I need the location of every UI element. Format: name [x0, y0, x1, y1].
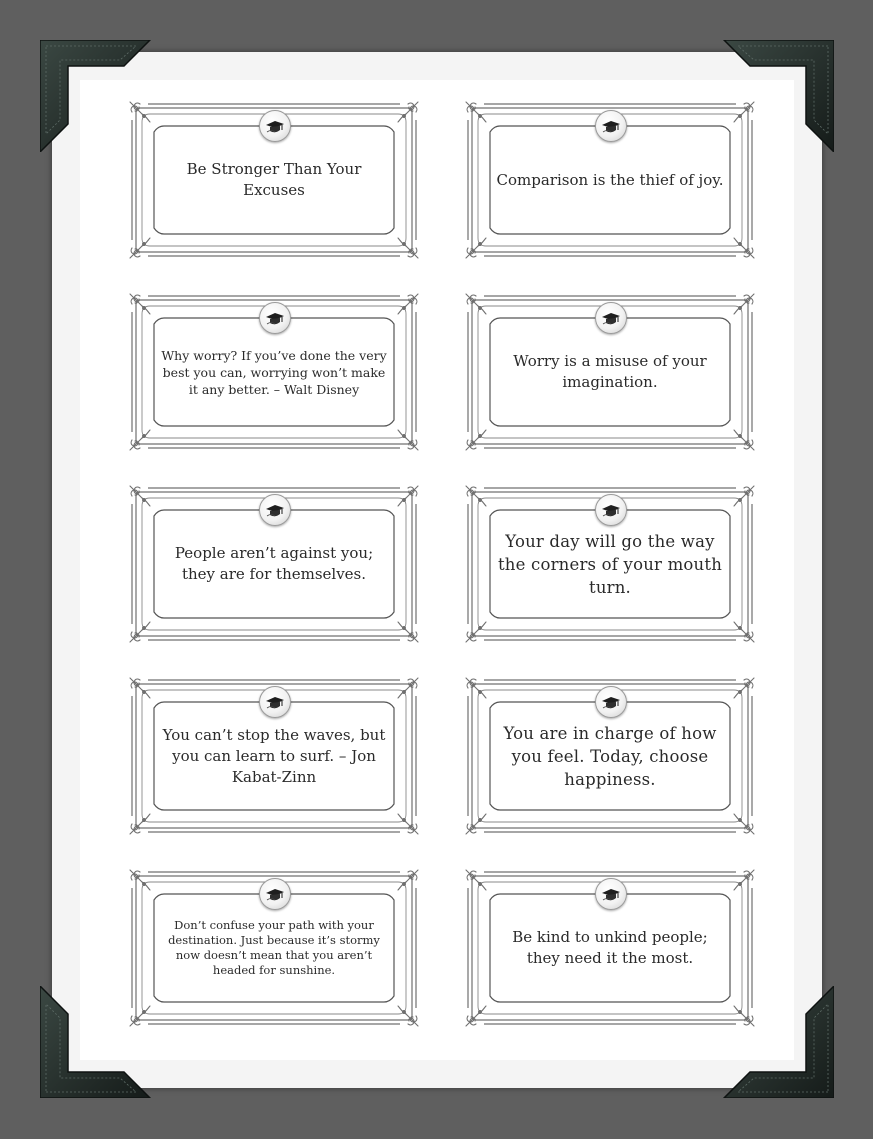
- quote-card: [464, 292, 756, 452]
- quote-card: [128, 868, 420, 1028]
- quote-text: Don’t confuse your path with your destination. Just because it’s stormy now doesn’t mean that you aren’t headed for sunshine.: [168, 918, 380, 977]
- quote-card: [128, 484, 420, 644]
- quote-card: [128, 100, 420, 260]
- quote-text: Why worry? If you’ve done the very best you can, worrying won’t make it any better. – Walt Disney: [161, 347, 387, 397]
- quote-card: [464, 100, 756, 260]
- quote-text: Be Stronger Than Your Excuses: [186, 160, 362, 199]
- quote-text: Be kind to unkind people; they need it the most.: [512, 928, 708, 967]
- quote-text: Worry is a misuse of your imagination.: [513, 352, 707, 391]
- quote-text: Comparison is the thief of joy.: [496, 170, 724, 189]
- quote-card: [464, 484, 756, 644]
- quote-card: [464, 676, 756, 836]
- quote-text: You can’t stop the waves, but you can learn to surf. – Jon Kabat-Zinn: [162, 725, 386, 786]
- quote-text: People aren’t against you; they are for themselves.: [174, 544, 374, 583]
- quote-card: [464, 868, 756, 1028]
- quote-card: [128, 676, 420, 836]
- quote-text: You are in charge of how you feel. Today, choose happiness.: [503, 723, 717, 789]
- quote-card: [128, 292, 420, 452]
- quote-text: Your day will go the way the corners of your mouth turn.: [497, 531, 723, 597]
